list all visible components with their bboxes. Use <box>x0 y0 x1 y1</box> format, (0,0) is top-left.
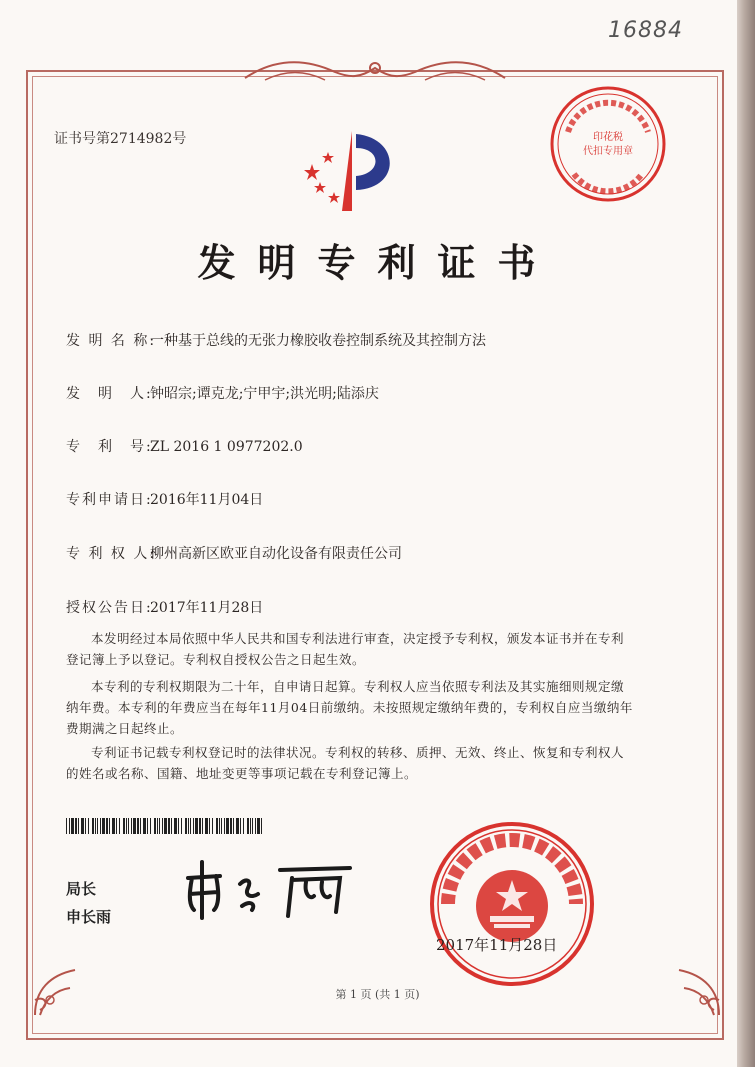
field-value: 柳州高新区欧亚自动化设备有限责任公司 <box>150 546 402 562</box>
field-value: 2017年11月28日 <box>150 600 264 616</box>
page-footer: 第 1 页 (共 1 页) <box>335 988 420 1001</box>
field-label: 授权公告日: <box>66 600 153 616</box>
paragraph: 本发明经过本局依照中华人民共和国专利法进行审查，决定授予专利权，颁发本证书并在专利登记簿上予以登记。专利权自授权公告之日起生效。 <box>66 631 625 667</box>
national-ip-administration-seal-icon <box>428 820 596 988</box>
top-ornament-icon <box>235 56 515 86</box>
paragraph: 专利证书记载专利权登记时的法律状况。专利权的转移、质押、无效、终止、恢复和专利权人的姓名或名称、国籍、地址变更等事项记载在专利登记簿上。 <box>66 745 625 781</box>
field-grant-date <box>66 597 263 617</box>
stamp-duty-seal-icon <box>546 82 670 206</box>
field-invention-name <box>66 330 486 350</box>
field-value: 2016年11月04日 <box>150 492 264 508</box>
field-label: 专利申请日: <box>66 492 153 508</box>
field-label: 专 利 号: <box>66 439 153 455</box>
field-label: 发 明 名 称: <box>66 333 157 349</box>
field-inventors <box>66 383 379 403</box>
director-signature-icon <box>180 848 360 928</box>
barcode-icon <box>66 818 262 834</box>
field-patentee <box>66 543 402 563</box>
field-patent-number <box>66 436 303 456</box>
seal-date: 2017年11月28日 <box>436 936 558 954</box>
patent-office-logo-icon <box>290 126 410 216</box>
director-name: 申长雨 <box>66 908 112 926</box>
paragraph: 本专利的专利权期限为二十年，自申请日起算。专利权人应当依照专利法及其实施细则规定缴纳年费。本专利的年费应当在每年11月04日前缴纳。未按照规定缴纳年费的，专利权自应当缴纳年费期满之日起终止。 <box>66 679 633 736</box>
field-value: 钟昭宗;谭克龙;宁甲宇;洪光明;陆添庆 <box>150 386 379 402</box>
field-value: 一种基于总线的无张力橡胶收卷控制系统及其控制方法 <box>150 333 486 349</box>
scan-edge <box>737 0 755 1067</box>
director-title: 局长 <box>66 880 97 898</box>
field-value: ZL 2016 1 0977202.0 <box>150 439 303 455</box>
svg-text:代扣专用章: 代扣专用章 <box>583 146 633 157</box>
field-label: 发 明 人: <box>66 386 153 402</box>
handwritten-number: 16884 <box>608 18 683 43</box>
certificate-title: 发明专利证书 <box>197 240 558 285</box>
field-label: 专 利 权 人: <box>66 546 157 562</box>
field-filing-date <box>66 489 263 509</box>
certificate-number: 证书号第2714982号 <box>54 131 187 147</box>
svg-text:印花税: 印花税 <box>593 132 623 143</box>
